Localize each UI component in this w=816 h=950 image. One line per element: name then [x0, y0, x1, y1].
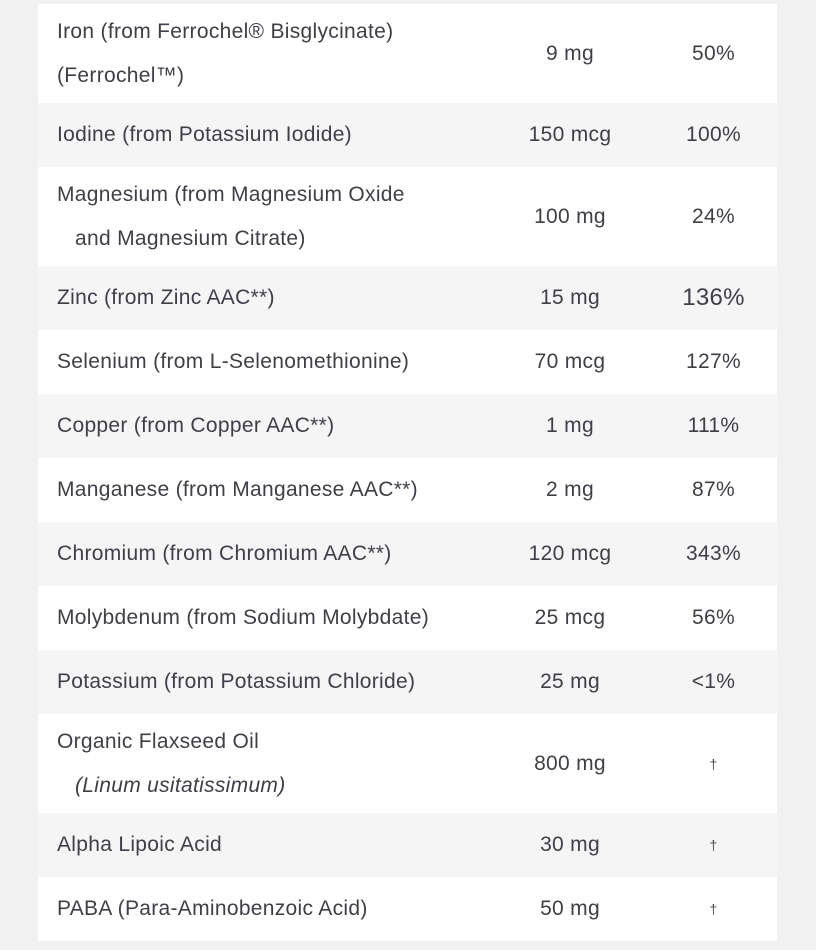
ingredient-daily-value: †: [709, 837, 718, 853]
ingredient-name-line: Organic Flaxseed Oil: [57, 729, 260, 753]
ingredient-daily-value: <1%: [691, 670, 736, 693]
ingredient-daily-value: 56%: [692, 606, 735, 629]
ingredient-name-line: and Magnesium Citrate): [75, 226, 306, 250]
ingredient-name: [38, 887, 490, 931]
ingredient-name-line: Magnesium (from Magnesium Oxide: [57, 182, 405, 206]
ingredient-amount: 30 mg: [540, 833, 600, 856]
ingredient-name: [38, 404, 490, 448]
ingredient-daily-value: †: [709, 755, 718, 772]
ingredient-daily-value: 24%: [692, 204, 735, 228]
ingredient-daily-value: 127%: [686, 350, 741, 373]
ingredient-daily-value: 343%: [686, 542, 741, 565]
ingredient-name: [38, 340, 490, 384]
ingredient-name: [38, 660, 490, 704]
table-row: [38, 714, 777, 813]
table-row: [38, 103, 777, 167]
ingredient-amount: 25 mg: [540, 670, 600, 693]
ingredient-daily-value: 50%: [692, 41, 735, 65]
ingredient-name-line: PABA (Para-Aminobenzoic Acid): [57, 897, 368, 920]
table-row: [38, 458, 777, 522]
table-row: [38, 167, 777, 266]
ingredient-name-line: Potassium (from Potassium Chloride): [57, 670, 416, 693]
ingredient-name: [38, 532, 490, 576]
ingredient-name-line: Chromium (from Chromium AAC**): [57, 542, 392, 565]
table-row: [38, 522, 777, 586]
ingredient-amount: 25 mcg: [534, 606, 606, 629]
ingredient-name: [38, 173, 490, 261]
ingredient-name: [38, 276, 490, 320]
ingredient-amount: 2 mg: [546, 478, 594, 501]
table-row: [38, 813, 777, 877]
ingredient-name-line: Copper (from Copper AAC**): [57, 414, 335, 437]
ingredient-name-line: (Ferrochel™): [57, 63, 185, 87]
supplement-facts-table: [38, 4, 777, 941]
table-row: [38, 330, 777, 394]
ingredient-name-line: (Linum usitatissimum): [75, 773, 286, 797]
ingredient-name-line: Iron (from Ferrochel® Bisglycinate): [57, 19, 394, 43]
ingredient-name-line: Selenium (from L-Selenomethionine): [57, 350, 410, 373]
ingredient-name: [38, 468, 490, 512]
table-row: [38, 650, 777, 714]
ingredient-name: [38, 10, 490, 98]
ingredient-name-line: Zinc (from Zinc AAC**): [57, 286, 275, 309]
ingredient-amount: 100 mg: [534, 204, 606, 228]
ingredient-daily-value: 136%: [682, 284, 745, 311]
ingredient-name: [38, 823, 490, 867]
ingredient-amount: 1 mg: [546, 414, 594, 437]
ingredient-amount: 800 mg: [534, 751, 606, 775]
table-row: [38, 877, 777, 941]
ingredient-name-line: Iodine (from Potassium Iodide): [57, 123, 352, 146]
ingredient-name: [38, 596, 490, 640]
table-row: [38, 586, 777, 650]
ingredient-amount: 50 mg: [540, 897, 600, 920]
ingredient-daily-value: †: [709, 901, 718, 917]
ingredient-amount: 120 mcg: [528, 542, 612, 565]
table-row: [38, 394, 777, 458]
ingredient-daily-value: 87%: [692, 478, 735, 501]
ingredient-amount: 15 mg: [540, 286, 600, 309]
ingredient-daily-value: 111%: [687, 414, 740, 437]
ingredient-name: [38, 113, 490, 157]
ingredient-amount: 70 mcg: [534, 350, 606, 373]
ingredient-daily-value: 100%: [686, 123, 741, 146]
table-row: [38, 266, 777, 330]
ingredient-amount: 9 mg: [546, 41, 594, 65]
ingredient-name-line: Manganese (from Manganese AAC**): [57, 478, 418, 501]
ingredient-name-line: Molybdenum (from Sodium Molybdate): [57, 606, 430, 629]
ingredient-amount: 150 mcg: [528, 123, 612, 146]
ingredient-name-line: Alpha Lipoic Acid: [57, 833, 223, 856]
table-row: [38, 4, 777, 103]
ingredient-name: [38, 720, 490, 808]
